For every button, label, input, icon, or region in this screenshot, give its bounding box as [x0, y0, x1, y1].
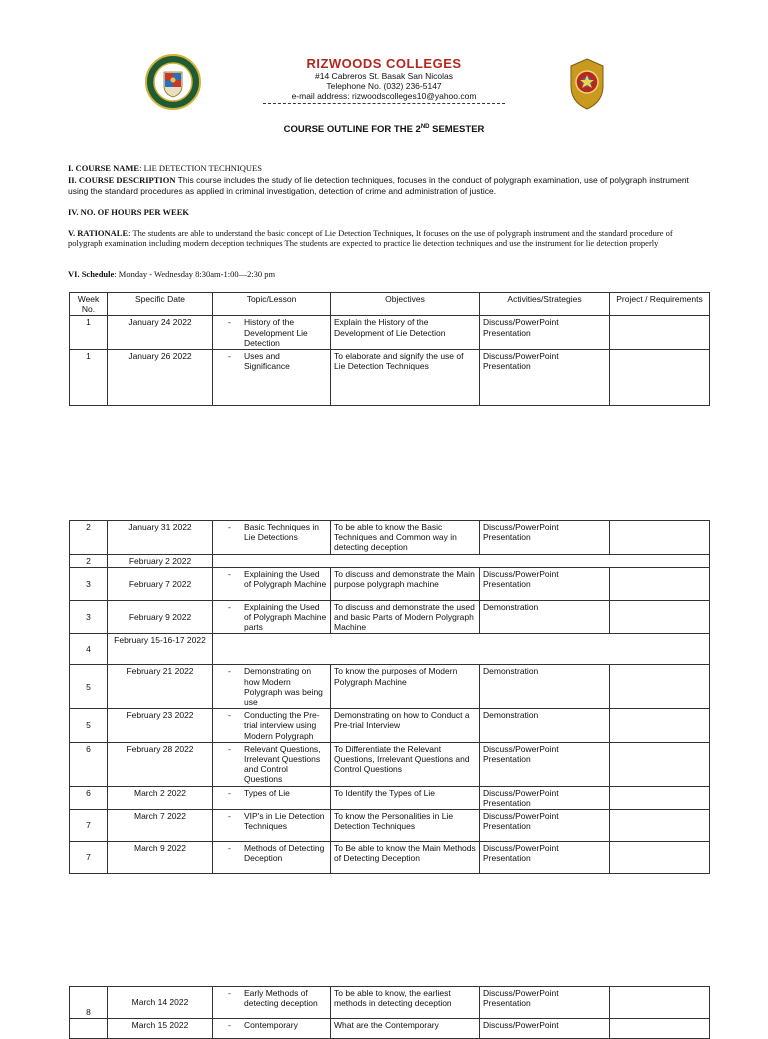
cell-activity: Discuss/PowerPoint Presentation	[480, 742, 610, 786]
table-row	[70, 567, 710, 600]
cell-date: March 7 2022	[108, 810, 213, 842]
cell-project	[610, 810, 710, 842]
bullet-dash: -	[228, 568, 231, 579]
cell-week: 6	[70, 786, 108, 809]
cell-project	[610, 665, 710, 709]
school-telephone: Telephone No. (032) 236-5147	[326, 81, 442, 91]
cell-objective: To be able to know, the earliest methods in detecting deception	[331, 987, 480, 1019]
cell-topic	[213, 842, 331, 874]
cell-activity: Discuss/PowerPoint Presentation	[480, 567, 610, 600]
table-row	[70, 987, 710, 1019]
cell-week: 1	[70, 316, 108, 350]
cell-topic	[213, 316, 331, 350]
cell-date: January 24 2022	[108, 316, 213, 350]
cell-objective: To discuss and demonstrate the used and basic Parts of Modern Polygraph Machine	[331, 600, 480, 634]
cell-empty-merged	[213, 634, 710, 665]
cell-date: March 15 2022	[108, 1019, 213, 1039]
cell-project	[610, 987, 710, 1019]
cell-activity: Demonstration	[480, 709, 610, 743]
cell-empty-merged	[213, 554, 710, 567]
cell-objective: Explain the History of the Development of Lie Detection	[331, 316, 480, 350]
cell-project	[610, 521, 710, 555]
outline-title: COURSE OUTLINE FOR THE 2ND SEMESTER	[283, 124, 485, 136]
bullet-dash: -	[228, 317, 231, 328]
cell-week: 8	[70, 987, 108, 1019]
course-outline-table-1	[69, 292, 710, 406]
bullet-dash: -	[228, 351, 231, 362]
topic-text: Uses and Significance	[244, 351, 290, 372]
cell-activity: Discuss/PowerPoint Presentation	[480, 987, 610, 1019]
topic-text: Explaining the Used of Polygraph Machine	[244, 568, 327, 590]
cell-objective: To Identify the Types of Lie	[331, 786, 480, 809]
cell-week: 7	[70, 842, 108, 874]
bullet-dash: -	[228, 988, 231, 998]
header-divider	[263, 103, 505, 104]
cell-date: February 2 2022	[108, 554, 213, 567]
cell-topic	[213, 665, 331, 709]
cell-week: 2	[70, 521, 108, 555]
cell-date: February 9 2022	[108, 600, 213, 634]
cell-topic	[213, 742, 331, 786]
bullet-dash: -	[228, 1020, 231, 1030]
bullet-dash: -	[228, 787, 231, 798]
cell-project	[610, 742, 710, 786]
course-name: I. COURSE NAME: LIE DETECTION TECHNIQUES	[68, 163, 262, 173]
table-row	[70, 810, 710, 842]
bullet-dash: -	[228, 601, 231, 612]
cell-objective: To elaborate and signify the use of Lie Detection Techniques	[331, 350, 480, 406]
cell-week: 3	[70, 567, 108, 600]
table-row	[70, 842, 710, 874]
table-row	[70, 786, 710, 809]
cell-project	[610, 350, 710, 406]
schedule: VI. Schedule: Monday - Wednesday 8:30am-1:00—2:30 pm	[68, 269, 276, 279]
bullet-dash: -	[228, 811, 231, 822]
cell-week: 6	[70, 742, 108, 786]
cell-activity: Discuss/PowerPoint	[480, 1019, 610, 1039]
rationale: V. RATIONALE: The students are able to understand the basic concept of Lie Detection Techniques, It focuses on the use of polygraph instrument and the standard procedure of polygraph examination including modern deception techniques The students are expected to practice lie detection techniques and use the instrument for lie detection properly	[68, 228, 673, 248]
cell-objective: To know the Personalities in Lie Detection Techniques	[331, 810, 480, 842]
cell-week: 4	[70, 634, 108, 665]
topic-text: VIP's in Lie Detection Techniques	[244, 811, 325, 832]
cell-week: 5	[70, 709, 108, 743]
cell-week: 2	[70, 554, 108, 567]
cell-activity: Discuss/PowerPoint Presentation	[480, 350, 610, 406]
cell-activity: Discuss/PowerPoint Presentation	[480, 786, 610, 809]
table-row	[70, 521, 710, 555]
cell-objective: To Differentiate the Relevant Questions, Irrelevant Questions and Control Questions	[331, 742, 480, 786]
table-row	[70, 742, 710, 786]
cell-topic	[213, 600, 331, 634]
cell-week: 3	[70, 600, 108, 634]
cell-topic	[213, 810, 331, 842]
cell-project	[610, 1019, 710, 1039]
bullet-dash: -	[228, 666, 231, 677]
cell-topic	[213, 521, 331, 555]
cell-objective: To discuss and demonstrate the Main purpose polygraph machine	[331, 567, 480, 600]
cell-objective: To know the purposes of Modern Polygraph Machine	[331, 665, 480, 709]
topic-text: Demonstrating on how Modern Polygraph was being use	[244, 666, 323, 708]
table-row	[70, 634, 710, 665]
bullet-dash: -	[228, 843, 231, 854]
cell-objective: What are the Contemporary	[331, 1019, 480, 1039]
cell-topic	[213, 1019, 331, 1039]
cell-objective: To Be able to know the Main Methods of Detecting Deception	[331, 842, 480, 874]
header-project: Project / Requirements	[610, 293, 710, 316]
cell-activity: Discuss/PowerPoint Presentation	[480, 842, 610, 874]
cell-project	[610, 842, 710, 874]
cell-topic	[213, 987, 331, 1019]
cell-date: February 21 2022	[108, 665, 213, 709]
cell-project	[610, 567, 710, 600]
cell-date: March 2 2022	[108, 786, 213, 809]
cell-date: February 23 2022	[108, 709, 213, 743]
cell-project	[610, 709, 710, 743]
cell-date: February 7 2022	[108, 567, 213, 600]
course-description: II. COURSE DESCRIPTION This course includes the study of lie detection techniques, focuses in the conduct of polygraph examination, use of polygraph instrument using the standard procedures as applied in criminal investigation, detection of crime and administration of justice.	[68, 175, 689, 196]
bullet-dash: -	[228, 743, 231, 754]
cell-activity: Discuss/PowerPoint Presentation	[480, 521, 610, 555]
cell-objective: Demonstrating on how to Conduct a Pre-trial Interview	[331, 709, 480, 743]
cell-activity: Demonstration	[480, 600, 610, 634]
header-week: Week No.	[70, 293, 108, 316]
cell-activity: Discuss/PowerPoint Presentation	[480, 810, 610, 842]
topic-text: Basic Techniques in Lie Detections	[244, 522, 319, 543]
school-name: RIZWOODS COLLEGES	[306, 56, 462, 71]
topic-text: Explaining the Used of Polygraph Machine parts	[244, 601, 327, 633]
cell-activity: Discuss/PowerPoint Presentation	[480, 316, 610, 350]
header-date: Specific Date	[108, 293, 213, 316]
header-topic: Topic/Lesson	[213, 293, 331, 316]
table-row	[70, 665, 710, 709]
table-row	[70, 600, 710, 634]
course-outline-table-3	[69, 986, 710, 1039]
cell-topic	[213, 567, 331, 600]
topic-text: Relevant Questions, Irrelevant Questions and Control Questions	[244, 743, 321, 785]
cell-project	[610, 786, 710, 809]
table-row	[70, 709, 710, 743]
bullet-dash: -	[228, 710, 231, 721]
header-activities: Activities/Strategies	[480, 293, 610, 316]
cell-date: January 31 2022	[108, 521, 213, 555]
topic-text: Conducting the Pre-trial interview using Modern Polygraph	[244, 710, 320, 741]
cell-date: January 26 2022	[108, 350, 213, 406]
cell-topic	[213, 350, 331, 406]
cell-date: March 14 2022	[108, 987, 213, 1019]
topic-text: Contemporary	[244, 1020, 298, 1030]
topic-text: History of the Development Lie Detection	[244, 317, 308, 348]
cell-topic	[213, 709, 331, 743]
cell-activity: Demonstration	[480, 665, 610, 709]
topic-text: Early Methods of detecting deception	[244, 988, 318, 1009]
course-outline-table-2	[69, 520, 710, 874]
topic-text: Types of Lie	[244, 787, 290, 798]
bullet-dash: -	[228, 522, 231, 532]
table-header-row	[70, 293, 710, 316]
header-objectives: Objectives	[331, 293, 480, 316]
school-email: e-mail address: rizwoodscolleges10@yahoo.com	[291, 91, 477, 101]
cell-week	[70, 1019, 108, 1039]
cell-week: 1	[70, 350, 108, 406]
cell-week: 7	[70, 810, 108, 842]
table-row	[70, 350, 710, 406]
cell-date: February 28 2022	[108, 742, 213, 786]
cell-date: February 15-16-17 2022	[108, 634, 213, 665]
hours-per-week: IV. NO. OF HOURS PER WEEK	[68, 207, 189, 217]
cell-week: 5	[70, 665, 108, 709]
cell-project	[610, 316, 710, 350]
cell-topic	[213, 786, 331, 809]
cell-objective: To be able to know the Basic Techniques and Common way in detecting deception	[331, 521, 480, 555]
table-row	[70, 554, 710, 567]
cell-project	[610, 600, 710, 634]
cell-date: March 9 2022	[108, 842, 213, 874]
table-row	[70, 1019, 710, 1039]
table-row	[70, 316, 710, 350]
school-address: #14 Cabreros St. Basak San Nicolas	[315, 71, 453, 81]
topic-text: Methods of Detecting Deception	[244, 843, 325, 864]
